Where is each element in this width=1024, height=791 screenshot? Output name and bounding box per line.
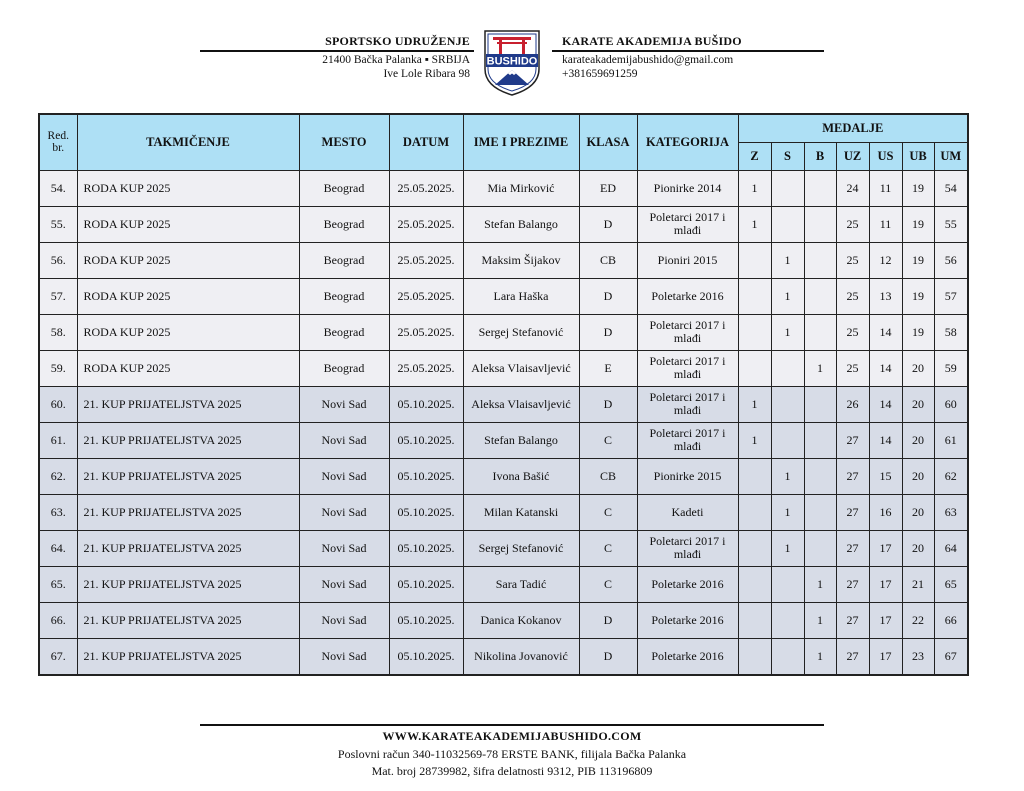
cell-um: 61 <box>934 422 968 458</box>
cell-s <box>771 602 804 638</box>
cell-us: 11 <box>869 206 902 242</box>
cell-uz: 26 <box>836 386 869 422</box>
header-us: US <box>869 142 902 170</box>
cell-kategorija: Poletarke 2016 <box>637 566 738 602</box>
cell-klasa: C <box>579 494 637 530</box>
contact-phone[interactable]: +381659691259 <box>562 68 638 80</box>
cell-klasa: C <box>579 422 637 458</box>
cell-ime: Aleksa Vlaisavljević <box>463 350 579 386</box>
cell-takmicenje: 21. KUP PRIJATELJSTVA 2025 <box>77 458 299 494</box>
header-ub: UB <box>902 142 934 170</box>
bushido-logo <box>479 25 545 97</box>
cell-z <box>738 242 771 278</box>
cell-us: 14 <box>869 350 902 386</box>
organization-type: SPORTSKO UDRUŽENJE <box>325 34 470 48</box>
cell-ime: Stefan Balango <box>463 422 579 458</box>
header-rule-right <box>552 50 824 52</box>
table-row <box>39 422 968 458</box>
cell-s: 1 <box>771 530 804 566</box>
header-uz: UZ <box>836 142 869 170</box>
cell-z <box>738 530 771 566</box>
cell-datum: 05.10.2025. <box>389 638 463 675</box>
cell-kategorija: Poletarke 2016 <box>637 638 738 675</box>
cell-mesto: Beograd <box>299 170 389 206</box>
cell-um: 66 <box>934 602 968 638</box>
cell-b <box>804 386 836 422</box>
cell-us: 14 <box>869 386 902 422</box>
cell-ime: Sergej Stefanović <box>463 314 579 350</box>
cell-datum: 25.05.2025. <box>389 242 463 278</box>
cell-b <box>804 494 836 530</box>
cell-red-br: 59. <box>39 350 77 386</box>
table-row <box>39 350 968 386</box>
cell-ub: 19 <box>902 170 934 206</box>
cell-datum: 05.10.2025. <box>389 530 463 566</box>
cell-red-br: 63. <box>39 494 77 530</box>
cell-ub: 22 <box>902 602 934 638</box>
cell-takmicenje: 21. KUP PRIJATELJSTVA 2025 <box>77 530 299 566</box>
cell-ime: Stefan Balango <box>463 206 579 242</box>
cell-s <box>771 386 804 422</box>
cell-kategorija: Poletarci 2017 i mlađi <box>637 386 738 422</box>
cell-red-br: 57. <box>39 278 77 314</box>
cell-red-br: 58. <box>39 314 77 350</box>
cell-z <box>738 350 771 386</box>
medals-table-container <box>38 113 969 676</box>
address-line-1: 21400 Bačka Palanka ▪ SRBIJA <box>322 54 470 66</box>
cell-uz: 27 <box>836 494 869 530</box>
cell-red-br: 65. <box>39 566 77 602</box>
cell-red-br: 62. <box>39 458 77 494</box>
cell-takmicenje: RODA KUP 2025 <box>77 242 299 278</box>
cell-uz: 27 <box>836 566 869 602</box>
cell-um: 62 <box>934 458 968 494</box>
cell-uz: 27 <box>836 530 869 566</box>
header-ime-prezime: IME I PREZIME <box>463 114 579 170</box>
cell-uz: 25 <box>836 350 869 386</box>
cell-kategorija: Pionirke 2015 <box>637 458 738 494</box>
cell-ime: Aleksa Vlaisavljević <box>463 386 579 422</box>
cell-datum: 25.05.2025. <box>389 314 463 350</box>
cell-us: 13 <box>869 278 902 314</box>
cell-kategorija: Kadeti <box>637 494 738 530</box>
cell-datum: 25.05.2025. <box>389 206 463 242</box>
table-row <box>39 386 968 422</box>
cell-uz: 27 <box>836 602 869 638</box>
cell-ub: 20 <box>902 530 934 566</box>
cell-datum: 25.05.2025. <box>389 278 463 314</box>
cell-mesto: Novi Sad <box>299 494 389 530</box>
cell-klasa: D <box>579 314 637 350</box>
cell-b <box>804 170 836 206</box>
cell-z <box>738 458 771 494</box>
cell-us: 17 <box>869 602 902 638</box>
header-b: B <box>804 142 836 170</box>
cell-s: 1 <box>771 242 804 278</box>
cell-kategorija: Poletarci 2017 i mlađi <box>637 422 738 458</box>
cell-uz: 27 <box>836 638 869 675</box>
header-klasa: KLASA <box>579 114 637 170</box>
cell-klasa: D <box>579 206 637 242</box>
cell-z: 1 <box>738 386 771 422</box>
cell-kategorija: Poletarke 2016 <box>637 602 738 638</box>
letterhead <box>0 0 1024 100</box>
footer-rule <box>200 724 824 726</box>
table-row <box>39 206 968 242</box>
cell-ime: Sergej Stefanović <box>463 530 579 566</box>
cell-datum: 05.10.2025. <box>389 386 463 422</box>
cell-takmicenje: 21. KUP PRIJATELJSTVA 2025 <box>77 386 299 422</box>
table-row <box>39 494 968 530</box>
cell-ime: Lara Haška <box>463 278 579 314</box>
cell-takmicenje: RODA KUP 2025 <box>77 278 299 314</box>
cell-b <box>804 278 836 314</box>
header-rule-left <box>200 50 474 52</box>
cell-ub: 20 <box>902 386 934 422</box>
cell-uz: 25 <box>836 278 869 314</box>
cell-mesto: Novi Sad <box>299 530 389 566</box>
header-red-br: Red. br. <box>39 114 77 170</box>
table-row <box>39 638 968 675</box>
cell-b: 1 <box>804 602 836 638</box>
cell-s <box>771 566 804 602</box>
footer-registration-info: Mat. broj 28739982, šifra delatnosti 9312, PIB 113196809 <box>371 764 653 778</box>
cell-ime: Mia Mirković <box>463 170 579 206</box>
cell-takmicenje: 21. KUP PRIJATELJSTVA 2025 <box>77 566 299 602</box>
cell-ime: Sara Tadić <box>463 566 579 602</box>
cell-kategorija: Poletarci 2017 i mlađi <box>637 206 738 242</box>
cell-us: 14 <box>869 314 902 350</box>
cell-uz: 24 <box>836 170 869 206</box>
cell-red-br: 64. <box>39 530 77 566</box>
cell-s <box>771 638 804 675</box>
cell-takmicenje: RODA KUP 2025 <box>77 350 299 386</box>
cell-uz: 25 <box>836 314 869 350</box>
cell-um: 63 <box>934 494 968 530</box>
cell-b <box>804 242 836 278</box>
table-row <box>39 278 968 314</box>
cell-b <box>804 458 836 494</box>
cell-datum: 05.10.2025. <box>389 602 463 638</box>
cell-kategorija: Poletarci 2017 i mlađi <box>637 350 738 386</box>
cell-mesto: Novi Sad <box>299 602 389 638</box>
header-mesto: MESTO <box>299 114 389 170</box>
cell-ub: 23 <box>902 638 934 675</box>
table-row <box>39 314 968 350</box>
table-row <box>39 602 968 638</box>
cell-ime: Danica Kokanov <box>463 602 579 638</box>
cell-z: 1 <box>738 206 771 242</box>
cell-z <box>738 314 771 350</box>
cell-mesto: Beograd <box>299 242 389 278</box>
cell-um: 65 <box>934 566 968 602</box>
cell-klasa: ED <box>579 170 637 206</box>
cell-takmicenje: RODA KUP 2025 <box>77 206 299 242</box>
cell-s <box>771 350 804 386</box>
medals-table <box>38 113 969 676</box>
cell-uz: 27 <box>836 422 869 458</box>
cell-klasa: D <box>579 602 637 638</box>
cell-b <box>804 530 836 566</box>
cell-mesto: Beograd <box>299 278 389 314</box>
cell-ub: 20 <box>902 494 934 530</box>
cell-us: 14 <box>869 422 902 458</box>
cell-mesto: Novi Sad <box>299 386 389 422</box>
cell-s: 1 <box>771 314 804 350</box>
cell-red-br: 61. <box>39 422 77 458</box>
cell-klasa: D <box>579 638 637 675</box>
table-row <box>39 170 968 206</box>
cell-us: 15 <box>869 458 902 494</box>
cell-ime: Ivona Bašić <box>463 458 579 494</box>
contact-email[interactable]: karateakademijabushido@gmail.com <box>562 54 734 66</box>
header-kategorija: KATEGORIJA <box>637 114 738 170</box>
cell-s <box>771 170 804 206</box>
header-um: UM <box>934 142 968 170</box>
cell-us: 17 <box>869 566 902 602</box>
cell-ub: 19 <box>902 278 934 314</box>
cell-klasa: D <box>579 386 637 422</box>
cell-z <box>738 566 771 602</box>
cell-s: 1 <box>771 278 804 314</box>
cell-kategorija: Poletarci 2017 i mlađi <box>637 314 738 350</box>
header-s: S <box>771 142 804 170</box>
table-row <box>39 242 968 278</box>
organization-name: KARATE AKADEMIJA BUŠIDO <box>562 34 742 48</box>
cell-us: 17 <box>869 530 902 566</box>
cell-ub: 19 <box>902 314 934 350</box>
cell-z <box>738 494 771 530</box>
cell-red-br: 55. <box>39 206 77 242</box>
cell-um: 59 <box>934 350 968 386</box>
cell-mesto: Novi Sad <box>299 458 389 494</box>
cell-b: 1 <box>804 638 836 675</box>
cell-red-br: 66. <box>39 602 77 638</box>
cell-um: 54 <box>934 170 968 206</box>
cell-b: 1 <box>804 566 836 602</box>
cell-us: 17 <box>869 638 902 675</box>
cell-s: 1 <box>771 458 804 494</box>
cell-s <box>771 206 804 242</box>
cell-mesto: Beograd <box>299 314 389 350</box>
cell-um: 67 <box>934 638 968 675</box>
cell-datum: 25.05.2025. <box>389 350 463 386</box>
cell-s <box>771 422 804 458</box>
cell-takmicenje: 21. KUP PRIJATELJSTVA 2025 <box>77 422 299 458</box>
cell-um: 60 <box>934 386 968 422</box>
table-row <box>39 458 968 494</box>
cell-kategorija: Pionirke 2014 <box>637 170 738 206</box>
cell-takmicenje: 21. KUP PRIJATELJSTVA 2025 <box>77 602 299 638</box>
cell-mesto: Beograd <box>299 350 389 386</box>
cell-ub: 20 <box>902 422 934 458</box>
cell-uz: 27 <box>836 458 869 494</box>
cell-takmicenje: RODA KUP 2025 <box>77 314 299 350</box>
table-row <box>39 566 968 602</box>
cell-z <box>738 278 771 314</box>
organization-address <box>260 53 470 81</box>
cell-z <box>738 602 771 638</box>
cell-um: 55 <box>934 206 968 242</box>
cell-klasa: CB <box>579 242 637 278</box>
footer-website-link[interactable]: WWW.KARATEAKADEMIJABUSHIDO.COM <box>382 729 642 743</box>
cell-um: 64 <box>934 530 968 566</box>
cell-uz: 25 <box>836 242 869 278</box>
cell-klasa: CB <box>579 458 637 494</box>
cell-red-br: 67. <box>39 638 77 675</box>
cell-b <box>804 206 836 242</box>
cell-mesto: Novi Sad <box>299 422 389 458</box>
cell-ub: 19 <box>902 242 934 278</box>
cell-ub: 20 <box>902 458 934 494</box>
cell-klasa: C <box>579 530 637 566</box>
cell-datum: 05.10.2025. <box>389 458 463 494</box>
header-medalje: MEDALJE <box>738 114 968 142</box>
cell-klasa: C <box>579 566 637 602</box>
cell-datum: 05.10.2025. <box>389 566 463 602</box>
cell-red-br: 56. <box>39 242 77 278</box>
table-row <box>39 530 968 566</box>
header-z: Z <box>738 142 771 170</box>
cell-us: 12 <box>869 242 902 278</box>
cell-um: 58 <box>934 314 968 350</box>
logo-wordmark: BUSHIDO <box>486 55 538 68</box>
cell-mesto: Novi Sad <box>299 638 389 675</box>
cell-us: 16 <box>869 494 902 530</box>
footer-bank-account: Poslovni račun 340-11032569-78 ERSTE BANK, filijala Bačka Palanka <box>337 747 687 761</box>
cell-red-br: 54. <box>39 170 77 206</box>
cell-b: 1 <box>804 350 836 386</box>
cell-b <box>804 314 836 350</box>
cell-kategorija: Poletarci 2017 i mlađi <box>637 530 738 566</box>
cell-ime: Nikolina Jovanović <box>463 638 579 675</box>
cell-b <box>804 422 836 458</box>
header-datum: DATUM <box>389 114 463 170</box>
cell-ub: 21 <box>902 566 934 602</box>
cell-s: 1 <box>771 494 804 530</box>
cell-klasa: D <box>579 278 637 314</box>
cell-ime: Milan Katanski <box>463 494 579 530</box>
cell-mesto: Novi Sad <box>299 566 389 602</box>
cell-klasa: E <box>579 350 637 386</box>
cell-datum: 25.05.2025. <box>389 170 463 206</box>
cell-um: 57 <box>934 278 968 314</box>
cell-uz: 25 <box>836 206 869 242</box>
cell-z: 1 <box>738 170 771 206</box>
organization-contact <box>562 53 822 81</box>
cell-mesto: Beograd <box>299 206 389 242</box>
address-line-2: Ive Lole Ribara 98 <box>383 68 470 80</box>
cell-kategorija: Pioniri 2015 <box>637 242 738 278</box>
cell-takmicenje: RODA KUP 2025 <box>77 170 299 206</box>
cell-datum: 05.10.2025. <box>389 494 463 530</box>
cell-z: 1 <box>738 422 771 458</box>
cell-kategorija: Poletarke 2016 <box>637 278 738 314</box>
cell-ub: 20 <box>902 350 934 386</box>
cell-z <box>738 638 771 675</box>
cell-takmicenje: 21. KUP PRIJATELJSTVA 2025 <box>77 494 299 530</box>
cell-um: 56 <box>934 242 968 278</box>
cell-red-br: 60. <box>39 386 77 422</box>
cell-datum: 05.10.2025. <box>389 422 463 458</box>
cell-us: 11 <box>869 170 902 206</box>
cell-ub: 19 <box>902 206 934 242</box>
cell-ime: Maksim Šijakov <box>463 242 579 278</box>
header-takmicenje: TAKMIČENJE <box>77 114 299 170</box>
cell-takmicenje: 21. KUP PRIJATELJSTVA 2025 <box>77 638 299 675</box>
